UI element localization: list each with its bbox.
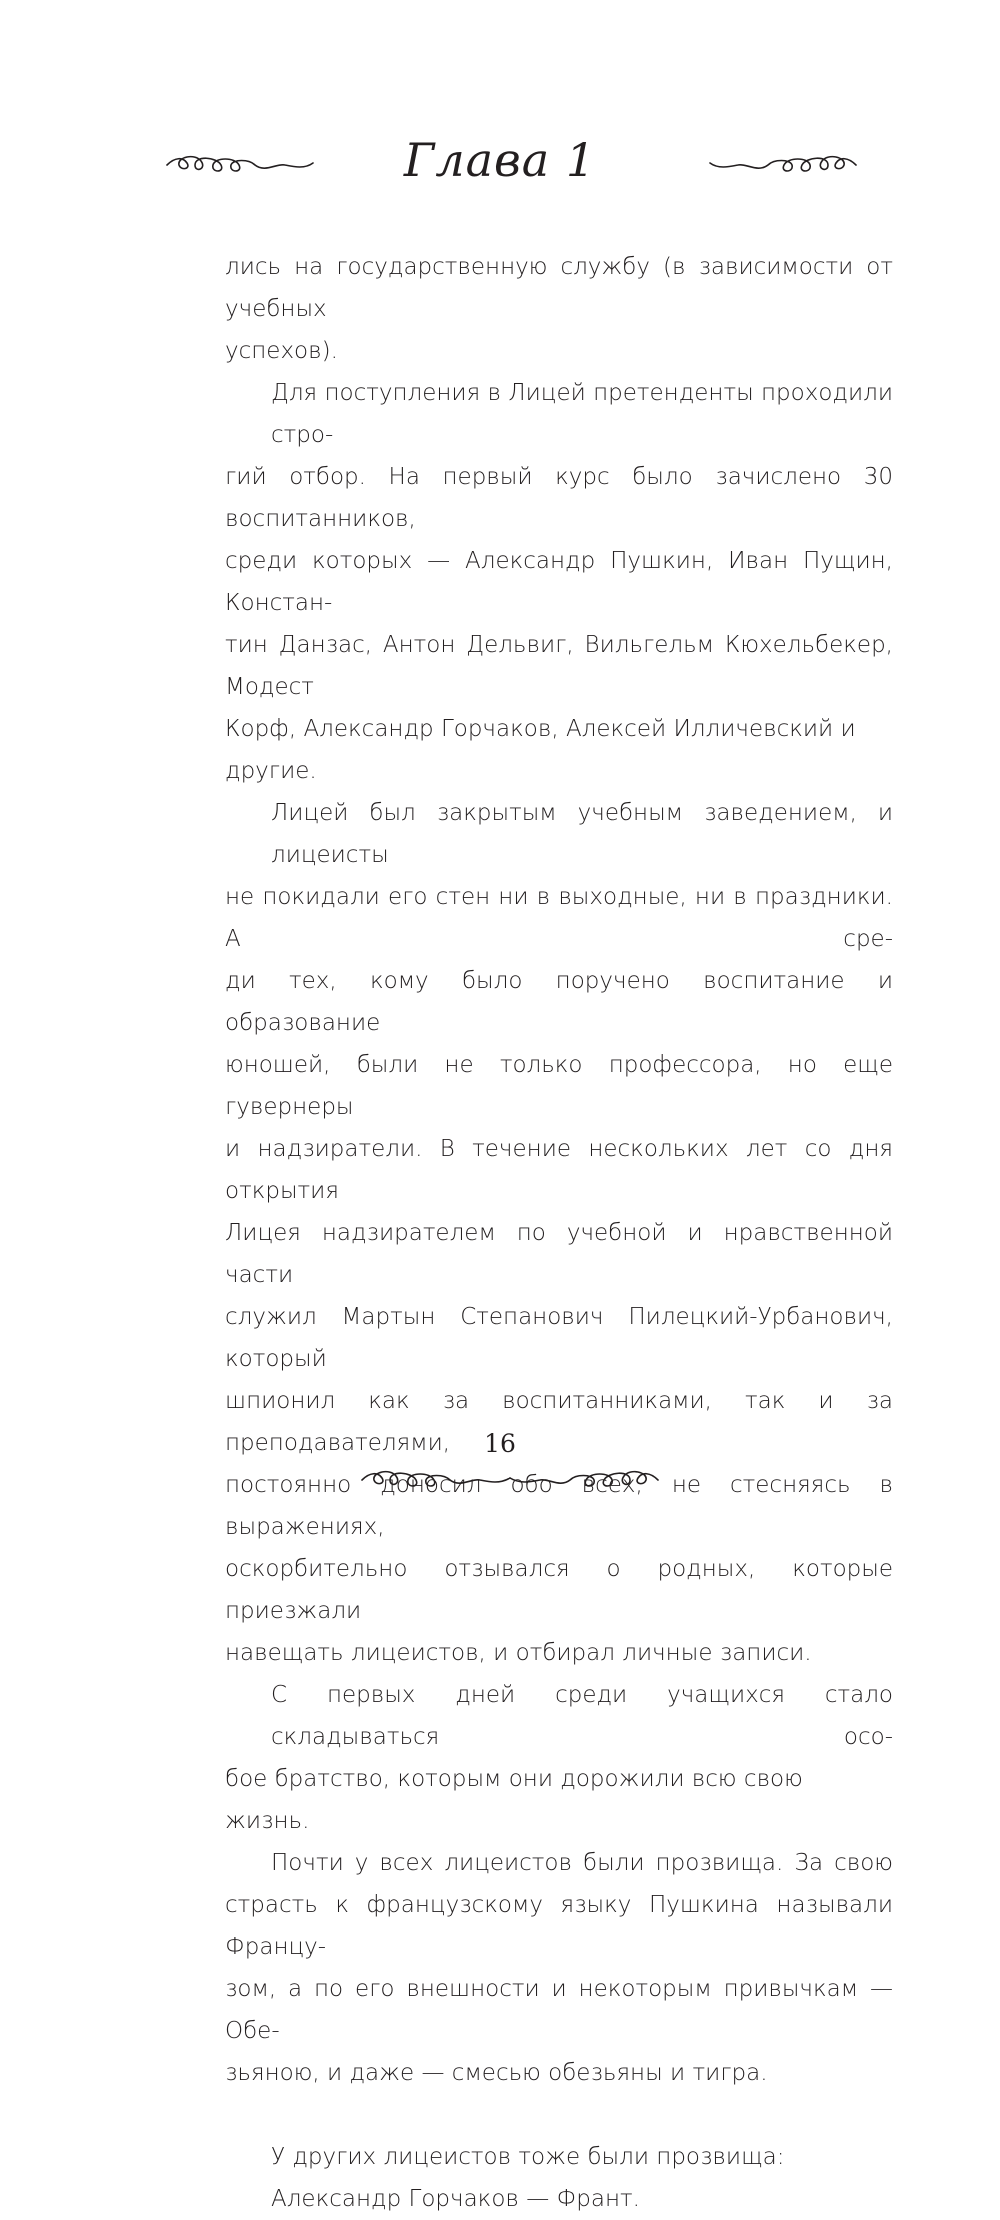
text-line: Почти у всех лицеистов были прозвища. За свою [271,1850,893,1876]
text-line: бое братство, которым они дорожили всю свою жизнь. [225,1766,803,1834]
text-line: зом, а по его внешности и некоторым привычкам — Обе- [225,1976,893,2044]
text-line: тин Данзас, Антон Дельвиг, Вильгельм Кюхельбекер, Модест [225,632,893,700]
text-line: зьяною, и даже — смесью обезьяны и тигра. [225,2060,768,2086]
text-line: С первых дней среди учащихся стало складываться осо- [271,1682,893,1750]
text-line: не покидали его стен ни в выходные, ни в праздники. А сре- [225,884,893,952]
text-line: служил Мартын Степанович Пилецкий-Урбанович, который [225,1304,893,1372]
page-footer [0,1428,1000,1508]
chapter-header [0,125,1000,215]
text-line: Корф, Александр Горчаков, Алексей Илличевский и другие. [225,716,856,784]
text-line: Лицей был закрытым учебным заведением, и лицеисты [271,800,893,868]
text-line: успехов). [225,338,338,364]
text-line: постоянно доносил обо всех, не стесняясь в выражениях, [225,1472,893,1540]
right-flourish-ornament [708,143,858,183]
text-line: оскорбительно отзывался о родных, которые приезжали [225,1556,893,1624]
page-number: 16 [484,1429,516,1458]
nicknames-intro: У других лицеистов тоже были прозвища: [271,2144,785,2170]
text-line: Лицея надзирателем по учебной и нравственной части [225,1220,893,1288]
chapter-title: Глава 1 [403,133,597,187]
text-line: страсть к французскому языку Пушкина называли Францу- [225,1892,893,1960]
text-line: и надзиратели. В течение нескольких лет со дня открытия [225,1136,893,1204]
text-line: гий отбор. На первый курс было зачислено 30 воспитанников, [225,464,893,532]
text-line: ди тех, кому было поручено воспитание и образование [225,968,893,1036]
body-text [225,246,893,2220]
text-line: шпионил как за воспитанниками, так и за преподавателями, [225,1388,893,1456]
bottom-flourish-ornament [360,1458,660,1498]
text-line: лись на государственную службу (в зависимости от учебных [225,254,893,322]
nickname-item: Александр Горчаков — Франт. [271,2186,640,2212]
text-line: юношей, были не только профессора, но еще гувернеры [225,1052,893,1120]
text-line: Для поступления в Лицей претенденты проходили стро- [271,380,893,448]
text-line: среди которых — Александр Пушкин, Иван Пущин, Констан- [225,548,893,616]
text-line: навещать лицеистов, и отбирал личные записи. [225,1640,812,1666]
